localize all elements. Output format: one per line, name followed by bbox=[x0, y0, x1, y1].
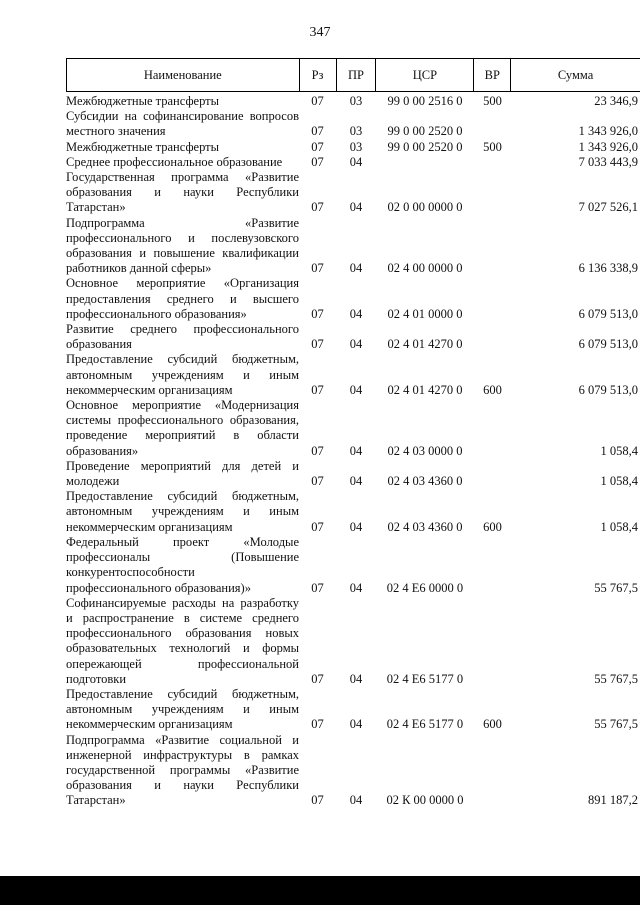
cell-rz: 07 bbox=[311, 580, 324, 595]
table-row bbox=[66, 733, 640, 809]
cell-name: Основное мероприятие «Организация предоставления среднего и высшего профессионального образования» bbox=[66, 276, 299, 321]
cell-csr: 02 4 E6 5177 0 bbox=[386, 717, 464, 732]
cell-csr: 02 4 03 4360 0 bbox=[387, 519, 463, 534]
cell-name: Подпрограмма «Развитие профессионального и послевузовского образования и повышение квалификации работников данной сферы» bbox=[66, 215, 299, 276]
cell-rz: 07 bbox=[311, 94, 324, 108]
table-row bbox=[66, 352, 640, 398]
cell-rz: 07 bbox=[311, 154, 324, 169]
cell-csr: 02 4 01 4270 0 bbox=[387, 382, 463, 397]
cell-name: Межбюджетные трансферты bbox=[66, 94, 220, 108]
cell-pr: 04 bbox=[349, 382, 363, 397]
cell-csr: 02 4 01 4270 0 bbox=[387, 337, 463, 352]
cell-name: Среднее профессиональное образование bbox=[66, 154, 283, 169]
cell-rz: 07 bbox=[311, 793, 324, 808]
cell-name: Предоставление субсидий бюджетным, автономным учреждениям и иным некоммерческим организациям bbox=[66, 352, 299, 397]
cell-csr: 02 4 E6 0000 0 bbox=[386, 580, 464, 595]
header-pr: ПР bbox=[337, 59, 377, 91]
cell-name: Государственная программа «Развитие образования и науки Республики Татарстан» bbox=[66, 170, 299, 215]
cell-pr: 04 bbox=[349, 306, 363, 321]
cell-rz: 07 bbox=[311, 474, 324, 489]
table-body bbox=[66, 94, 640, 809]
cell-pr: 04 bbox=[349, 717, 363, 732]
cell-sum: 6 079 513,0 bbox=[578, 382, 638, 397]
cell-vr: 600 bbox=[483, 519, 502, 534]
cell-csr: 99 0 00 2520 0 bbox=[387, 124, 463, 139]
cell-sum: 55 767,5 bbox=[594, 580, 638, 595]
cell-pr: 04 bbox=[349, 261, 363, 276]
cell-name: Предоставление субсидий бюджетным, автономным учреждениям и иным некоммерческим организациям bbox=[66, 489, 299, 534]
cell-sum: 7 027 526,1 bbox=[578, 200, 638, 215]
table-row bbox=[66, 140, 640, 155]
cell-rz: 07 bbox=[311, 443, 324, 458]
cell-pr: 03 bbox=[349, 124, 363, 139]
cell-sum: 1 343 926,0 bbox=[578, 139, 638, 154]
table-row bbox=[66, 687, 640, 733]
table-row bbox=[66, 535, 640, 596]
cell-sum: 1 058,4 bbox=[600, 519, 638, 534]
cell-name: Федеральный проект «Молодые профессионалы (Повышение конкурентоспособности профессионального образования)» bbox=[66, 534, 299, 595]
cell-pr: 03 bbox=[349, 94, 363, 108]
cell-sum: 23 346,9 bbox=[594, 94, 638, 108]
cell-csr: 02 4 03 0000 0 bbox=[387, 443, 463, 458]
cell-pr: 04 bbox=[349, 337, 363, 352]
cell-csr: 02 4 01 0000 0 bbox=[387, 306, 463, 321]
cell-rz: 07 bbox=[311, 261, 324, 276]
cell-vr: 500 bbox=[483, 139, 502, 154]
cell-rz: 07 bbox=[311, 671, 324, 686]
table-row bbox=[66, 170, 640, 216]
cell-rz: 07 bbox=[311, 139, 324, 154]
cell-pr: 04 bbox=[349, 671, 363, 686]
cell-csr: 99 0 00 2516 0 bbox=[387, 94, 463, 108]
cell-sum: 6 079 513,0 bbox=[578, 337, 638, 352]
cell-csr: 02 4 03 4360 0 bbox=[387, 474, 463, 489]
scan-bottom-edge bbox=[0, 876, 640, 905]
cell-sum: 55 767,5 bbox=[594, 671, 638, 686]
cell-pr: 04 bbox=[349, 154, 363, 169]
cell-rz: 07 bbox=[311, 382, 324, 397]
table-row bbox=[66, 276, 640, 322]
table-header bbox=[66, 58, 640, 92]
cell-sum: 7 033 443,9 bbox=[578, 154, 638, 169]
cell-name: Проведение мероприятий для детей и молодежи bbox=[66, 458, 299, 489]
cell-vr: 600 bbox=[483, 382, 502, 397]
cell-csr: 02 4 E6 5177 0 bbox=[386, 671, 464, 686]
table-row bbox=[66, 459, 640, 489]
cell-sum: 891 187,2 bbox=[588, 793, 638, 808]
cell-name: Софинансируемые расходы на разработку и распространение в системе среднего профессионального образования новых образовательных технологий и формы опережающей профессиональной подготовки bbox=[66, 595, 299, 686]
cell-sum: 1 343 926,0 bbox=[578, 124, 638, 139]
cell-name: Предоставление субсидий бюджетным, автономным учреждениям и иным некоммерческим организациям bbox=[66, 686, 299, 732]
cell-csr: 02 0 00 0000 0 bbox=[387, 200, 463, 215]
cell-pr: 04 bbox=[349, 580, 363, 595]
cell-rz: 07 bbox=[311, 124, 324, 139]
table-row bbox=[66, 398, 640, 459]
header-vr: ВР bbox=[474, 59, 511, 91]
cell-name: Развитие среднего профессионального образования bbox=[66, 322, 299, 352]
cell-pr: 04 bbox=[349, 474, 363, 489]
cell-rz: 07 bbox=[311, 200, 324, 215]
cell-pr: 04 bbox=[349, 519, 363, 534]
table-row bbox=[66, 155, 640, 170]
cell-vr: 500 bbox=[483, 94, 502, 108]
table-row bbox=[66, 596, 640, 687]
cell-sum: 6 136 338,9 bbox=[578, 261, 638, 276]
header-name: Наименование bbox=[67, 59, 300, 91]
table-row bbox=[66, 109, 640, 139]
header-csr: ЦСР bbox=[376, 59, 474, 91]
cell-csr: 02 К 00 0000 0 bbox=[386, 793, 464, 808]
header-sum: Сумма bbox=[557, 67, 594, 82]
cell-csr: 99 0 00 2520 0 bbox=[387, 139, 463, 154]
header-rz: Рз bbox=[300, 59, 337, 91]
cell-sum: 1 058,4 bbox=[600, 474, 638, 489]
cell-pr: 04 bbox=[349, 793, 363, 808]
cell-pr: 03 bbox=[349, 139, 363, 154]
table-row bbox=[66, 322, 640, 352]
cell-name: Субсидии на софинансирование вопросов местного значения bbox=[66, 109, 299, 139]
cell-sum: 55 767,5 bbox=[594, 717, 638, 732]
cell-rz: 07 bbox=[311, 306, 324, 321]
cell-rz: 07 bbox=[311, 717, 324, 732]
page-number: 347 bbox=[309, 25, 331, 40]
table-row bbox=[66, 216, 640, 277]
cell-sum: 1 058,4 bbox=[600, 443, 638, 458]
cell-name: Основное мероприятие «Модернизация системы профессионального образования, проведение мероприятий в области образования» bbox=[66, 398, 299, 458]
cell-name: Межбюджетные трансферты bbox=[66, 139, 220, 154]
cell-name: Подпрограмма «Развитие социальной и инженерной инфраструктуры в рамках государственной программы «Развитие образования и науки Республики Татарстан» bbox=[66, 732, 299, 808]
cell-pr: 04 bbox=[349, 443, 363, 458]
cell-csr: 02 4 00 0000 0 bbox=[387, 261, 463, 276]
table-row bbox=[66, 94, 640, 109]
cell-rz: 07 bbox=[311, 337, 324, 352]
cell-rz: 07 bbox=[311, 519, 324, 534]
cell-sum: 6 079 513,0 bbox=[578, 306, 638, 321]
cell-vr: 600 bbox=[483, 717, 502, 732]
cell-pr: 04 bbox=[349, 200, 363, 215]
table-row bbox=[66, 489, 640, 535]
